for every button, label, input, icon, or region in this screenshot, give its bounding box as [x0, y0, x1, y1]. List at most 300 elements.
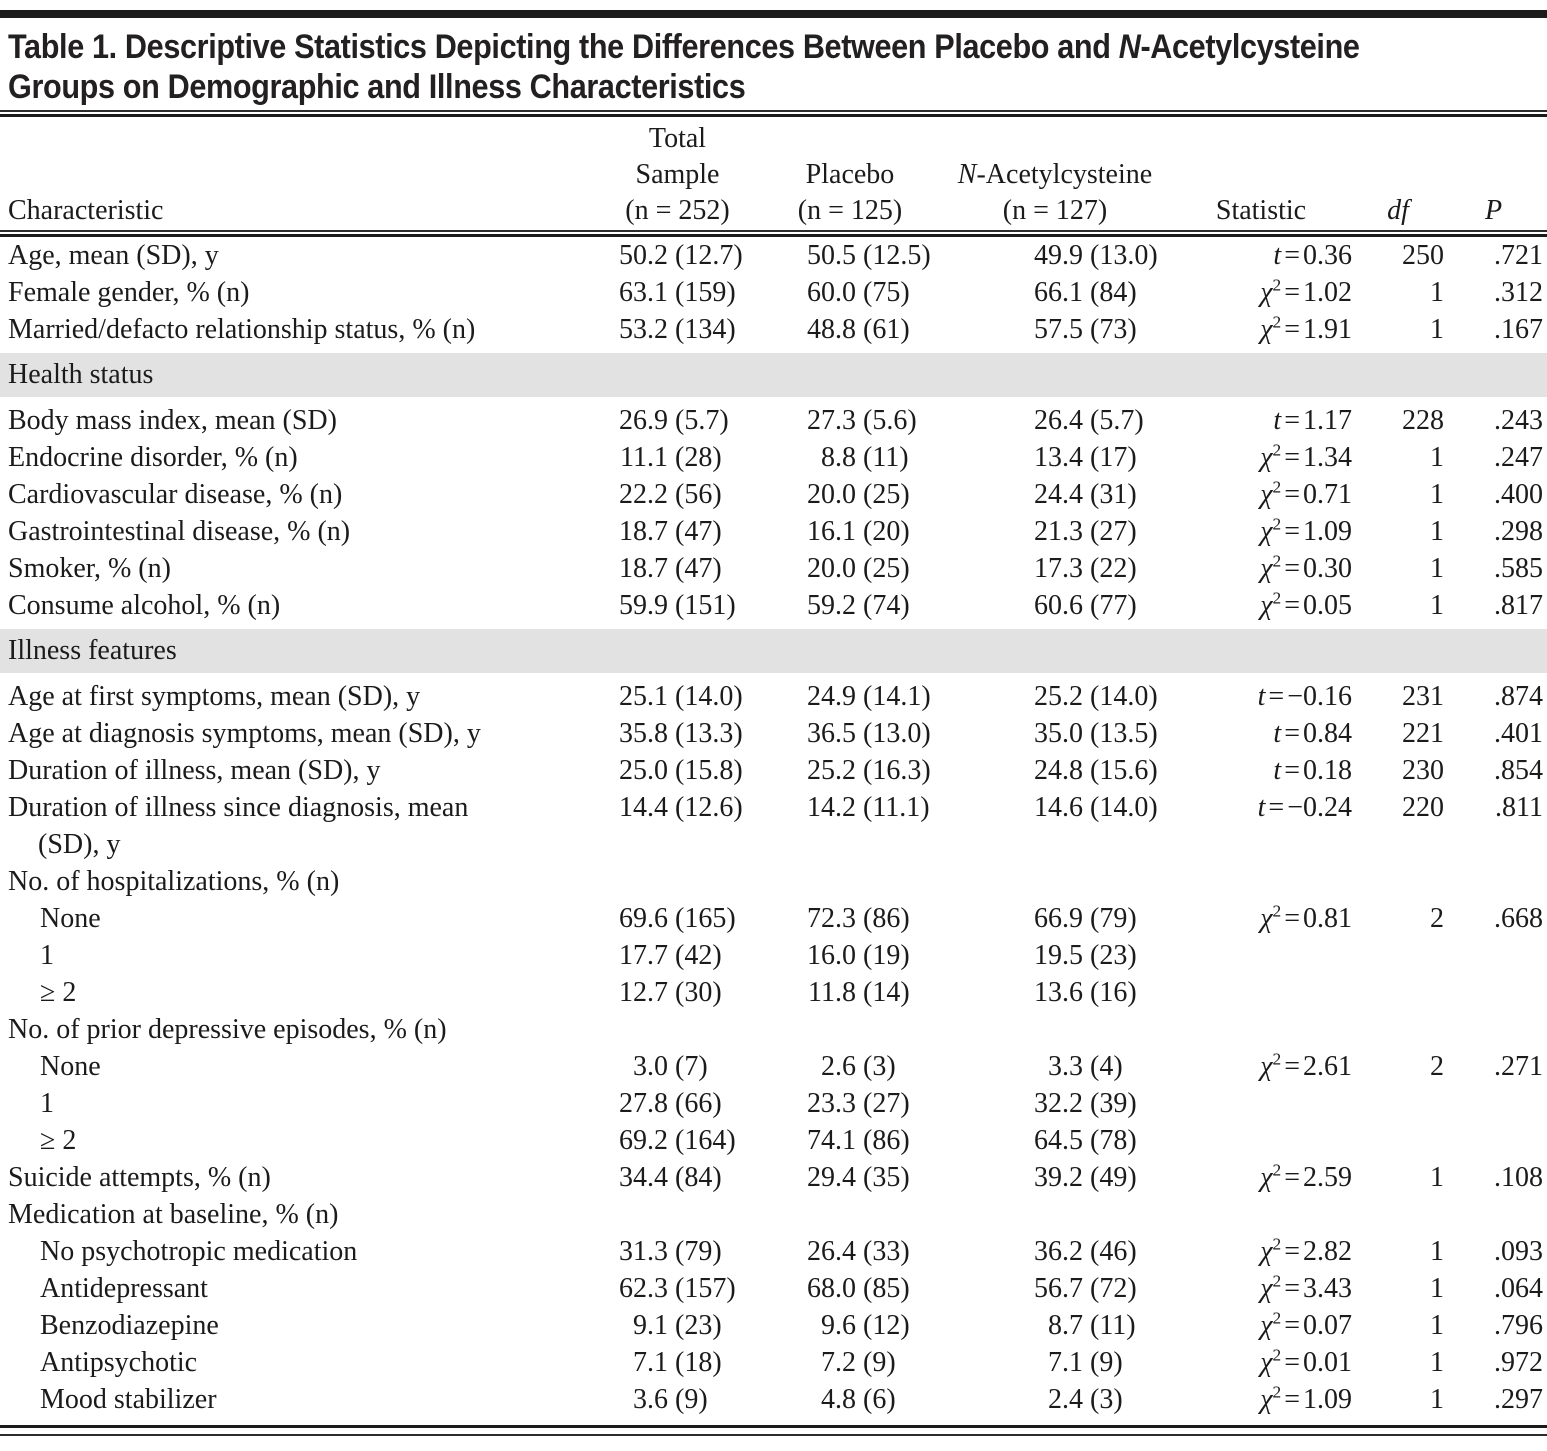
cell-total-n: (134) [675, 314, 736, 345]
cell-placebo-value: 20.0 [807, 479, 856, 510]
chi-symbol: $\chi^2$ [1260, 1345, 1282, 1378]
cell-total-n: (84) [675, 1162, 722, 1193]
section-label: Illness features [8, 635, 177, 666]
equals-sign: = [1284, 1310, 1300, 1341]
cell-nac-n: (31) [1090, 479, 1137, 510]
statistic-value: 0.84 [1303, 718, 1352, 749]
cell-total-value: 62.3 [619, 1273, 668, 1304]
cell-total-n: (23) [675, 1310, 722, 1341]
top-rule-bar [0, 10, 1547, 18]
row-label: Antidepressant [40, 1273, 208, 1304]
cell-statistic [1170, 550, 1352, 587]
statistic-value: 0.81 [1303, 903, 1352, 934]
cell-total-n: (159) [675, 277, 736, 308]
cell-placebo-value: 14.2 [807, 792, 856, 823]
table-row [0, 402, 1547, 439]
cell-p: .401 [1494, 718, 1543, 749]
table-row [0, 1159, 1547, 1196]
chi-symbol: $\chi^2$ [1260, 1271, 1282, 1304]
cell-total-n: (5.7) [675, 405, 729, 436]
cell-df: 1 [1430, 553, 1444, 584]
cell-nac-value: 8.7 [1048, 1310, 1083, 1341]
cell-nac-n: (5.7) [1090, 405, 1144, 436]
cell-total-n: (47) [675, 516, 722, 547]
row-label: None [40, 903, 101, 934]
equals-sign: = [1284, 1384, 1300, 1415]
table-row [0, 513, 1547, 550]
cell-placebo-n: (86) [863, 903, 910, 934]
cell-p: .247 [1494, 442, 1543, 473]
row-label-line1: Duration of illness since diagnosis, mean [8, 792, 469, 823]
table-title [8, 27, 1393, 107]
row-label: Medication at baseline, % (n) [8, 1199, 339, 1230]
chi-superscript: 2 [1272, 312, 1282, 332]
cell-p: .668 [1494, 903, 1543, 934]
cell-placebo-n: (14) [863, 977, 910, 1008]
chi-superscript: 2 [1272, 440, 1282, 460]
cell-total-n: (42) [675, 940, 722, 971]
cell-df: 1 [1430, 1310, 1444, 1341]
row-label: Age at diagnosis symptoms, mean (SD), y [8, 718, 481, 749]
statistic-value: −0.16 [1287, 681, 1352, 712]
table-row [0, 900, 1547, 937]
col-header-total-sample [595, 121, 760, 229]
table-row [0, 274, 1547, 311]
cell-nac-n: (46) [1090, 1236, 1137, 1267]
cell-total-value: 50.2 [619, 240, 668, 271]
cell-nac-n: (23) [1090, 940, 1137, 971]
cell-placebo-n: (9) [863, 1347, 896, 1378]
cell-total-value: 69.6 [619, 903, 668, 934]
cell-total-value: 63.1 [619, 277, 668, 308]
cell-df: 1 [1430, 442, 1444, 473]
cell-nac-value: 13.4 [1034, 442, 1083, 473]
cell-df: 2 [1430, 903, 1444, 934]
cell-nac-value: 56.7 [1034, 1273, 1083, 1304]
chi-superscript: 2 [1272, 1049, 1282, 1069]
cell-placebo-n: (74) [863, 590, 910, 621]
chi-superscript: 2 [1272, 588, 1282, 608]
statistic-value: 0.36 [1303, 240, 1352, 271]
cell-total-value: 34.4 [619, 1162, 668, 1193]
cell-statistic [1170, 237, 1352, 274]
equals-sign: = [1284, 903, 1300, 934]
cell-total-value: 26.9 [619, 405, 668, 436]
cell-p: .721 [1494, 240, 1543, 271]
cell-placebo-value: 25.2 [807, 755, 856, 786]
row-label: No. of hospitalizations, % (n) [8, 866, 340, 897]
cell-placebo-value: 20.0 [807, 553, 856, 584]
title-text: -Acetylcysteine [1140, 28, 1360, 66]
cell-placebo-value: 9.6 [821, 1310, 856, 1341]
header-divider-rule [0, 230, 1547, 237]
cell-nac-value: 35.0 [1034, 718, 1083, 749]
cell-placebo-n: (6) [863, 1384, 896, 1415]
row-label: Smoker, % (n) [8, 553, 171, 584]
cell-nac-n: (16) [1090, 977, 1137, 1008]
cell-nac-value: 64.5 [1034, 1125, 1083, 1156]
equals-sign: = [1284, 1273, 1300, 1304]
chi-superscript: 2 [1272, 1382, 1282, 1402]
table-row [0, 476, 1547, 513]
table-row [0, 587, 1547, 624]
cell-total-n: (151) [675, 590, 736, 621]
equals-sign: = [1284, 1051, 1300, 1082]
cell-placebo-n: (85) [863, 1273, 910, 1304]
t-symbol: t [1273, 240, 1282, 271]
cell-df: 1 [1430, 314, 1444, 345]
header-line: (n = 252) [625, 195, 730, 226]
cell-nac-n: (22) [1090, 553, 1137, 584]
table-title-line1 [8, 27, 1393, 67]
chi-symbol: $\chi^2$ [1260, 477, 1282, 510]
cell-nac-value: 3.3 [1048, 1051, 1083, 1082]
cell-total-n: (56) [675, 479, 722, 510]
row-label: Benzodiazepine [40, 1310, 219, 1341]
chi-symbol: $\chi^2$ [1260, 1308, 1282, 1341]
cell-nac-value: 26.4 [1034, 405, 1083, 436]
cell-statistic [1170, 1233, 1352, 1270]
cell-total-n: (79) [675, 1236, 722, 1267]
table-row [0, 937, 1547, 974]
bottom-rule [0, 1425, 1547, 1436]
cell-nac-value: 24.4 [1034, 479, 1083, 510]
cell-placebo-n: (5.6) [863, 405, 917, 436]
t-symbol: t [1257, 681, 1266, 712]
cell-placebo-n: (25) [863, 553, 910, 584]
chi-symbol: $\chi^2$ [1260, 1160, 1282, 1193]
cell-p: .817 [1494, 590, 1543, 621]
cell-statistic [1170, 513, 1352, 550]
statistic-value: 2.61 [1303, 1051, 1352, 1082]
cell-placebo-n: (19) [863, 940, 910, 971]
cell-p: .972 [1494, 1347, 1543, 1378]
cell-p: .874 [1494, 681, 1543, 712]
col-header-n-acetylcysteine [940, 157, 1170, 229]
chi-symbol: $\chi^2$ [1260, 1049, 1282, 1082]
table-row [0, 1048, 1547, 1085]
cell-total-n: (157) [675, 1273, 736, 1304]
column-header-row [0, 117, 1547, 230]
equals-sign: = [1284, 240, 1300, 271]
cell-total-value: 17.7 [619, 940, 668, 971]
cell-nac-value: 66.1 [1034, 277, 1083, 308]
chi-superscript: 2 [1272, 1234, 1282, 1254]
cell-statistic [1170, 715, 1352, 752]
table-row [0, 550, 1547, 587]
section-row [0, 629, 1547, 673]
cell-p: .585 [1494, 553, 1543, 584]
chi-symbol: $\chi^2$ [1260, 901, 1282, 934]
cell-statistic [1170, 1048, 1352, 1085]
cell-statistic [1170, 439, 1352, 476]
cell-total-n: (7) [675, 1051, 708, 1082]
statistic-value: 2.82 [1303, 1236, 1352, 1267]
cell-total-value: 25.0 [619, 755, 668, 786]
equals-sign: = [1268, 792, 1285, 823]
statistic-value: 2.59 [1303, 1162, 1352, 1193]
statistic-value: 1.02 [1303, 277, 1352, 308]
cell-statistic [1170, 1270, 1352, 1307]
row-label: Suicide attempts, % (n) [8, 1162, 271, 1193]
cell-statistic [1170, 311, 1352, 348]
table-row [0, 1233, 1547, 1270]
chi-superscript: 2 [1272, 551, 1282, 571]
table-row [0, 715, 1547, 752]
cell-placebo-value: 59.2 [807, 590, 856, 621]
cell-nac-n: (14.0) [1090, 792, 1158, 823]
cell-nac-n: (14.0) [1090, 681, 1158, 712]
chi-superscript: 2 [1272, 1345, 1282, 1365]
cell-p: .400 [1494, 479, 1543, 510]
group-row [0, 1011, 1547, 1048]
cell-placebo-value: 29.4 [807, 1162, 856, 1193]
cell-placebo-value: 16.1 [807, 516, 856, 547]
cell-nac-value: 17.3 [1034, 553, 1083, 584]
cell-placebo-n: (16.3) [863, 755, 931, 786]
title-divider-rule [0, 110, 1547, 117]
cell-total-n: (164) [675, 1125, 736, 1156]
cell-placebo-n: (12) [863, 1310, 910, 1341]
cell-nac-n: (11) [1090, 1310, 1136, 1341]
cell-p: .108 [1494, 1162, 1543, 1193]
statistic-value: 0.30 [1303, 553, 1352, 584]
cell-total-value: 11.1 [620, 442, 668, 473]
cell-total-n: (9) [675, 1384, 708, 1415]
cell-total-value: 3.6 [633, 1384, 668, 1415]
cell-placebo-value: 4.8 [821, 1384, 856, 1415]
cell-p: .093 [1494, 1236, 1543, 1267]
chi-symbol: $\chi^2$ [1260, 312, 1282, 345]
cell-nac-n: (4) [1090, 1051, 1123, 1082]
cell-placebo-value: 26.4 [807, 1236, 856, 1267]
cell-total-value: 27.8 [619, 1088, 668, 1119]
cell-total-value: 22.2 [619, 479, 668, 510]
table-row [0, 752, 1547, 789]
cell-placebo-value: 68.0 [807, 1273, 856, 1304]
cell-df: 228 [1402, 405, 1444, 436]
col-header-characteristic: Characteristic [8, 195, 164, 226]
statistic-value: 1.91 [1303, 314, 1352, 345]
title-text: Table 1. Descriptive Statistics Depicting the Differences Between Placebo and [8, 28, 1119, 66]
cell-total-n: (28) [675, 442, 722, 473]
cell-placebo-value: 48.8 [807, 314, 856, 345]
statistic-value: 3.43 [1303, 1273, 1352, 1304]
statistic-value: −0.24 [1287, 792, 1352, 823]
chi-superscript: 2 [1272, 1271, 1282, 1291]
header-line: Sample [635, 159, 720, 190]
chi-symbol: $\chi^2$ [1260, 514, 1282, 547]
cell-nac-value: 25.2 [1034, 681, 1083, 712]
cell-p: .243 [1494, 405, 1543, 436]
cell-placebo-value: 16.0 [807, 940, 856, 971]
cell-total-n: (30) [675, 977, 722, 1008]
statistic-value: 1.09 [1303, 516, 1352, 547]
table-row [0, 1381, 1547, 1418]
cell-placebo-value: 27.3 [807, 405, 856, 436]
equals-sign: = [1284, 442, 1300, 473]
chi-symbol: $\chi^2$ [1260, 1234, 1282, 1267]
cell-total-value: 35.8 [619, 718, 668, 749]
cell-p: .297 [1494, 1384, 1543, 1415]
cell-nac-n: (9) [1090, 1347, 1123, 1378]
cell-placebo-n: (14.1) [863, 681, 931, 712]
row-label: Female gender, % (n) [8, 277, 250, 308]
equals-sign: = [1284, 553, 1300, 584]
chi-symbol: $\chi^2$ [1260, 1382, 1282, 1415]
table-row [0, 237, 1547, 274]
cell-nac-value: 24.8 [1034, 755, 1083, 786]
table-row [0, 1270, 1547, 1307]
cell-nac-value: 60.6 [1034, 590, 1083, 621]
t-symbol: t [1273, 718, 1282, 749]
equals-sign: = [1284, 314, 1300, 345]
cell-placebo-n: (25) [863, 479, 910, 510]
cell-total-value: 53.2 [619, 314, 668, 345]
cell-nac-n: (13.5) [1090, 718, 1158, 749]
cell-placebo-n: (61) [863, 314, 910, 345]
chi-superscript: 2 [1272, 1308, 1282, 1328]
cell-nac-value: 2.4 [1048, 1384, 1083, 1415]
cell-total-value: 31.3 [619, 1236, 668, 1267]
equals-sign: = [1284, 718, 1300, 749]
equals-sign: = [1284, 479, 1300, 510]
equals-sign: = [1284, 516, 1300, 547]
cell-p: .064 [1494, 1273, 1543, 1304]
table-row [0, 1122, 1547, 1159]
equals-sign: = [1284, 1162, 1300, 1193]
cell-p: .854 [1494, 755, 1543, 786]
row-label: None [40, 1051, 101, 1082]
t-symbol: t [1273, 405, 1282, 436]
cell-total-value: 14.4 [619, 792, 668, 823]
cell-nac-n: (79) [1090, 903, 1137, 934]
row-label: No. of prior depressive episodes, % (n) [8, 1014, 447, 1045]
cell-statistic [1170, 402, 1352, 439]
cell-total-n: (66) [675, 1088, 722, 1119]
cell-total-value: 59.9 [619, 590, 668, 621]
statistic-value: 0.01 [1303, 1347, 1352, 1378]
cell-nac-value: 36.2 [1034, 1236, 1083, 1267]
statistic-value: 0.18 [1303, 755, 1352, 786]
cell-placebo-n: (3) [863, 1051, 896, 1082]
section-label: Health status [8, 359, 154, 390]
cell-statistic [1170, 587, 1352, 624]
row-label: Antipsychotic [40, 1347, 198, 1378]
cell-nac-n: (73) [1090, 314, 1137, 345]
cell-total-n: (165) [675, 903, 736, 934]
cell-nac-value: 49.9 [1034, 240, 1083, 271]
cell-placebo-value: 50.5 [807, 240, 856, 271]
cell-df: 2 [1430, 1051, 1444, 1082]
table-row [0, 311, 1547, 348]
group-row [0, 863, 1547, 900]
t-symbol: t [1273, 755, 1282, 786]
cell-statistic [1170, 752, 1352, 789]
cell-placebo-n: (35) [863, 1162, 910, 1193]
table-title-line2: Groups on Demographic and Illness Characteristics [8, 68, 746, 106]
cell-total-value: 3.0 [633, 1051, 668, 1082]
cell-nac-n: (78) [1090, 1125, 1137, 1156]
cell-statistic [1170, 900, 1352, 937]
equals-sign: = [1284, 1347, 1300, 1378]
cell-total-n: (18) [675, 1347, 722, 1378]
cell-nac-value: 32.2 [1034, 1088, 1083, 1119]
row-label: Gastrointestinal disease, % (n) [8, 516, 351, 547]
t-symbol: t [1257, 792, 1266, 823]
cell-df: 1 [1430, 1273, 1444, 1304]
cell-nac-n: (27) [1090, 516, 1137, 547]
statistic-value: 0.71 [1303, 479, 1352, 510]
col-header-placebo [760, 157, 940, 229]
col-header-df: df [1387, 195, 1409, 226]
cell-total-value: 18.7 [619, 516, 668, 547]
row-label: Consume alcohol, % (n) [8, 590, 281, 621]
cell-statistic [1170, 1307, 1352, 1344]
equals-sign: = [1284, 1236, 1300, 1267]
cell-placebo-n: (12.5) [863, 240, 931, 271]
cell-placebo-n: (33) [863, 1236, 910, 1267]
cell-p: .811 [1495, 792, 1543, 823]
cell-df: 221 [1402, 718, 1444, 749]
cell-total-value: 18.7 [619, 553, 668, 584]
table-row [0, 439, 1547, 476]
equals-sign: = [1284, 405, 1300, 436]
cell-statistic [1170, 274, 1352, 311]
cell-total-value: 12.7 [619, 977, 668, 1008]
row-label [8, 789, 595, 863]
cell-nac-value: 57.5 [1034, 314, 1083, 345]
cell-placebo-n: (27) [863, 1088, 910, 1119]
cell-df: 1 [1430, 590, 1444, 621]
row-label: Mood stabilizer [40, 1384, 217, 1415]
cell-placebo-value: 11.8 [808, 977, 856, 1008]
cell-df: 230 [1402, 755, 1444, 786]
cell-placebo-value: 8.8 [821, 442, 856, 473]
chi-superscript: 2 [1272, 275, 1282, 295]
cell-total-value: 69.2 [619, 1125, 668, 1156]
cell-nac-value: 13.6 [1034, 977, 1083, 1008]
cell-df: 1 [1430, 479, 1444, 510]
cell-df: 1 [1430, 1162, 1444, 1193]
statistic-value: 1.09 [1303, 1384, 1352, 1415]
cell-total-value: 7.1 [633, 1347, 668, 1378]
cell-nac-value: 7.1 [1048, 1347, 1083, 1378]
cell-nac-n: (13.0) [1090, 240, 1158, 271]
cell-df: 1 [1430, 277, 1444, 308]
header-line: (n = 127) [1002, 195, 1108, 226]
cell-placebo-value: 2.6 [821, 1051, 856, 1082]
cell-total-n: (47) [675, 553, 722, 584]
cell-placebo-n: (11) [863, 442, 909, 473]
cell-placebo-value: 60.0 [807, 277, 856, 308]
group-row [0, 1196, 1547, 1233]
cell-statistic [1170, 1344, 1352, 1381]
table-row [0, 1344, 1547, 1381]
header-italic-n: N [957, 159, 977, 190]
cell-placebo-value: 36.5 [807, 718, 856, 749]
cell-placebo-value: 23.3 [807, 1088, 856, 1119]
chi-symbol: $\chi^2$ [1260, 551, 1282, 584]
equals-sign: = [1284, 755, 1300, 786]
cell-total-n: (13.3) [675, 718, 743, 749]
row-label: Married/defacto relationship status, % (n) [8, 314, 476, 345]
row-label: ≥ 2 [40, 1125, 77, 1156]
cell-nac-n: (77) [1090, 590, 1137, 621]
cell-placebo-n: (13.0) [863, 718, 931, 749]
row-label: Endocrine disorder, % (n) [8, 442, 298, 473]
table-row [0, 1085, 1547, 1122]
